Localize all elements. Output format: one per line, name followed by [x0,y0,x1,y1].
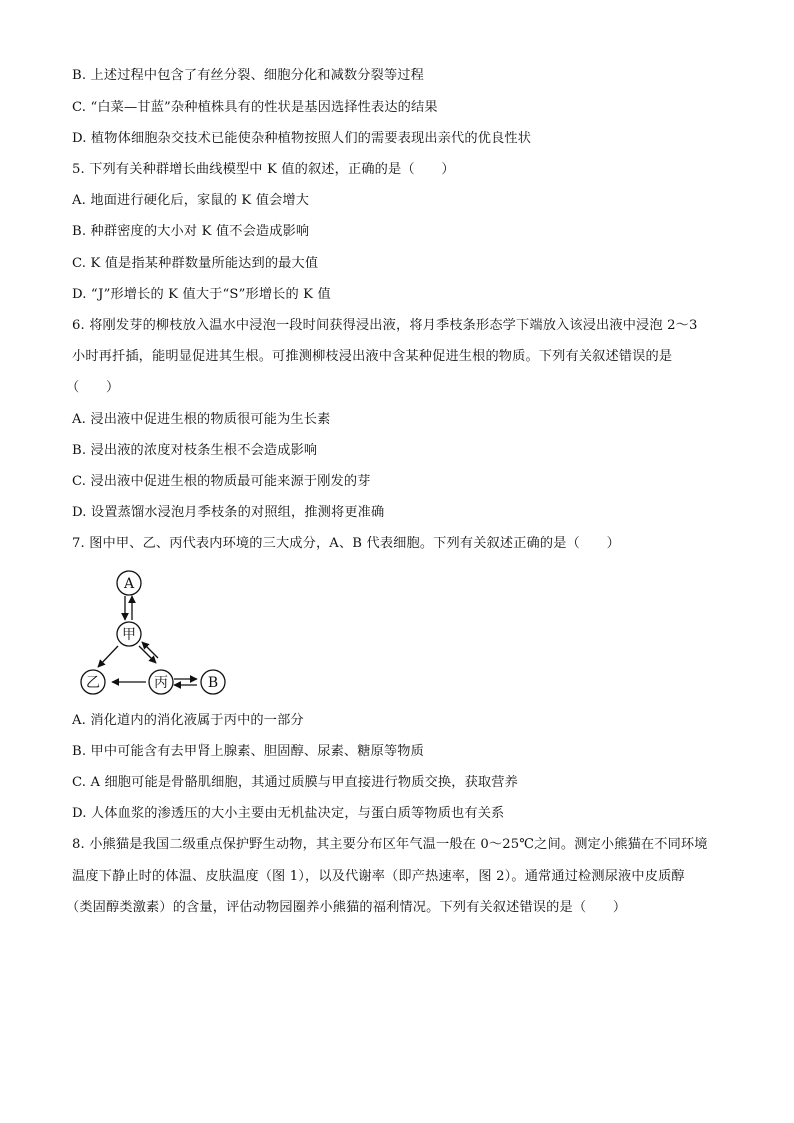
option-a-q7: A. 消化道内的消化液属于丙中的一部分 [72,713,304,728]
node-a [117,571,141,595]
option-c-q5: C. K 值是指某种群数量所能达到的最大值 [72,256,319,271]
option-b-q6: B. 浸出液的浓度对枝条生根不会造成影响 [72,443,318,458]
body-fluid-diagram [76,566,236,698]
option-b-q4: B. 上述过程中包含了有丝分裂、细胞分化和减数分裂等过程 [72,68,424,83]
question-8-stem-line3: （类固醇类激素）的含量，评估动物园圈养小熊猫的福利情况。下列有关叙述错误的是（ ） [66,900,627,915]
node-bing [149,670,173,694]
option-a-q5: A. 地面进行硬化后，家鼠的 K 值会增大 [72,193,310,208]
node-jia-label: 甲 [122,627,136,643]
option-d-q5: D. “J”形增长的 K 值大于“S”形增长的 K 值 [72,287,331,302]
question-6-stem-line2: 小时再扦插，能明显促进其生根。可推测柳枝浸出液中含某种促进生根的物质。下列有关叙述错误的是 [72,349,673,364]
node-a-label: A [123,576,135,592]
arrow-bing-to-jia [142,642,158,658]
option-a-q6: A. 浸出液中促进生根的物质很可能为生长素 [72,412,331,427]
node-yi [81,670,105,694]
question-8-stem-line1: 8. 小熊猫是我国二级重点保护野生动物，其主要分布区年气温一般在 0～25℃之间。测定小熊猫在不同环境 [72,837,708,852]
question-7-stem: 7. 图中甲、乙、丙代表内环境的三大成分，A、B 代表细胞。下列有关叙述正确的是（ ） [72,536,620,551]
question-6-stem-line3: （ ） [66,380,120,395]
option-d-q4: D. 植物体细胞杂交技术已能使杂种植物按照人们的需要表现出亲代的优良性状 [72,131,532,146]
node-b-label: B [207,675,219,691]
option-b-q7: B. 甲中可能含有去甲肾上腺素、胆固醇、尿素、糖原等物质 [72,744,424,759]
option-d-q7: D. 人体血浆的渗透压的大小主要由无机盐决定，与蛋白质等物质也有关系 [72,806,505,821]
option-d-q6: D. 设置蒸馏水浸泡月季枝条的对照组，推测将更准确 [72,505,385,520]
node-jia [117,622,141,646]
question-6-stem-line1: 6. 将刚发芽的柳枝放入温水中浸泡一段时间获得浸出液，将月季枝条形态学下端放入该浸出液中浸泡 2～3 [72,318,698,333]
arrow-jia-to-yi [98,646,118,667]
option-c-q7: C. A 细胞可能是骨骼肌细胞，其通过质膜与甲直接进行物质交换，获取营养 [72,775,518,790]
option-c-q4: C. “白菜—甘蓝”杂种植株具有的性状是基因选择性表达的结果 [72,100,438,115]
node-b [201,670,225,694]
arrow-jia-to-bing [139,646,156,663]
node-bing-label: 丙 [154,675,168,691]
node-yi-label: 乙 [86,675,100,691]
option-c-q6: C. 浸出液中促进生根的物质最可能来源于刚发的芽 [72,474,371,489]
option-b-q5: B. 种群密度的大小对 K 值不会造成影响 [72,224,310,239]
question-8-stem-line2: 温度下静止时的体温、皮肤温度（图 1），以及代谢率（即产热速率，图 2）。通常通过检测尿液中皮质醇 [72,869,685,884]
question-5-stem: 5. 下列有关种群增长曲线模型中 K 值的叙述，正确的是（ ） [72,162,455,177]
